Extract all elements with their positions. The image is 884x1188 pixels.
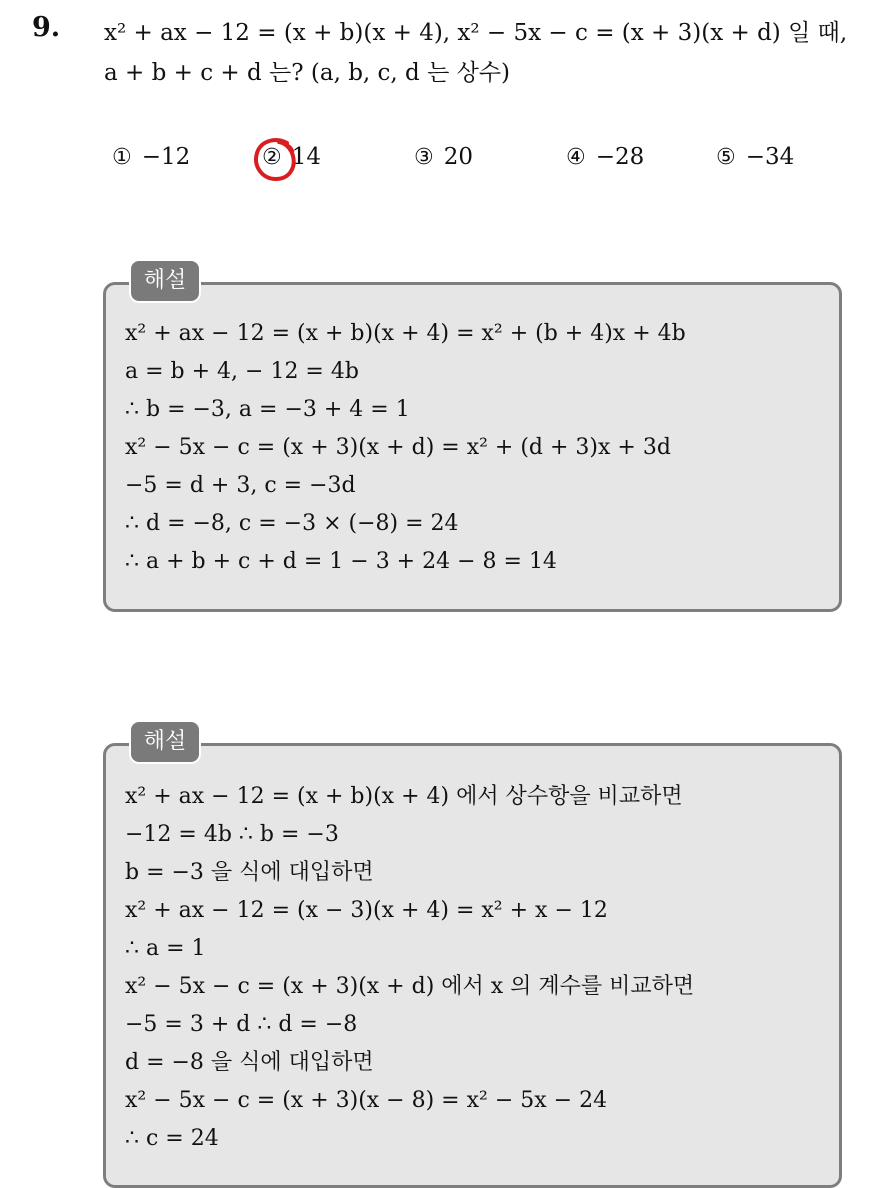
solution-2-line: b = −3 을 식에 대입하면 xyxy=(125,860,374,885)
solution-2-line: ∴ c = 24 xyxy=(125,1126,219,1151)
answer-choices xyxy=(0,144,884,180)
choice-3-value: 20 xyxy=(443,144,474,170)
choice-5-value: −34 xyxy=(745,144,795,170)
solution-2-line: x² − 5x − c = (x + 3)(x + d) 에서 x 의 계수를 비교하면 xyxy=(125,974,695,999)
solution-2-line: d = −8 을 식에 대입하면 xyxy=(125,1050,374,1075)
solution-1-line: −5 = d + 3, c = −3d xyxy=(125,473,356,498)
choice-1[interactable] xyxy=(112,144,190,170)
choice-3-number: ③ xyxy=(414,145,434,170)
choice-2-value: 14 xyxy=(291,144,322,170)
choice-5[interactable] xyxy=(716,144,794,170)
solution-2-line: −12 = 4b ∴ b = −3 xyxy=(125,822,339,847)
question-stem-line1: x² + ax − 12 = (x + b)(x + 4), x² − 5x − c = (x + 3)(x + d) 일 때, xyxy=(104,20,848,46)
question-stem-line2: a + b + c + d 는? (a, b, c, d 는 상수) xyxy=(104,60,511,86)
solution-1-line: x² − 5x − c = (x + 3)(x + d) = x² + (d + 3)x + 3d xyxy=(125,435,671,460)
solution-1-line: ∴ d = −8, c = −3 × (−8) = 24 xyxy=(125,511,459,536)
choice-5-number: ⑤ xyxy=(716,145,736,170)
choice-4[interactable] xyxy=(566,144,644,170)
solution-2-line: x² + ax − 12 = (x − 3)(x + 4) = x² + x − 12 xyxy=(125,898,608,923)
choice-4-value: −28 xyxy=(595,144,645,170)
solution-2-line: −5 = 3 + d ∴ d = −8 xyxy=(125,1012,358,1037)
solution-2-line: ∴ a = 1 xyxy=(125,936,206,961)
solution-1-line: ∴ a + b + c + d = 1 − 3 + 24 − 8 = 14 xyxy=(125,549,557,574)
solution-1-line: a = b + 4, − 12 = 4b xyxy=(125,359,359,384)
question-number: 9. xyxy=(32,12,61,43)
solution-1-lines xyxy=(125,315,686,581)
choice-3[interactable] xyxy=(414,144,473,170)
choice-4-number: ④ xyxy=(566,145,586,170)
answer-circle-mark xyxy=(249,134,301,186)
solution-1-line: x² + ax − 12 = (x + b)(x + 4) = x² + (b + 4)x + 4b xyxy=(125,321,686,346)
solution-tab-2: 해설 xyxy=(129,720,201,764)
solution-2-line: x² − 5x − c = (x + 3)(x − 8) = x² − 5x − 24 xyxy=(125,1088,608,1113)
choice-2-number: ② xyxy=(262,145,282,170)
solution-2-line: x² + ax − 12 = (x + b)(x + 4) 에서 상수항을 비교하면 xyxy=(125,784,683,809)
choice-1-value: −12 xyxy=(141,144,191,170)
choice-1-number: ① xyxy=(112,145,132,170)
solution-2-lines xyxy=(125,778,694,1158)
solution-1-line: ∴ b = −3, a = −3 + 4 = 1 xyxy=(125,397,410,422)
solution-tab-1: 해설 xyxy=(129,259,201,303)
